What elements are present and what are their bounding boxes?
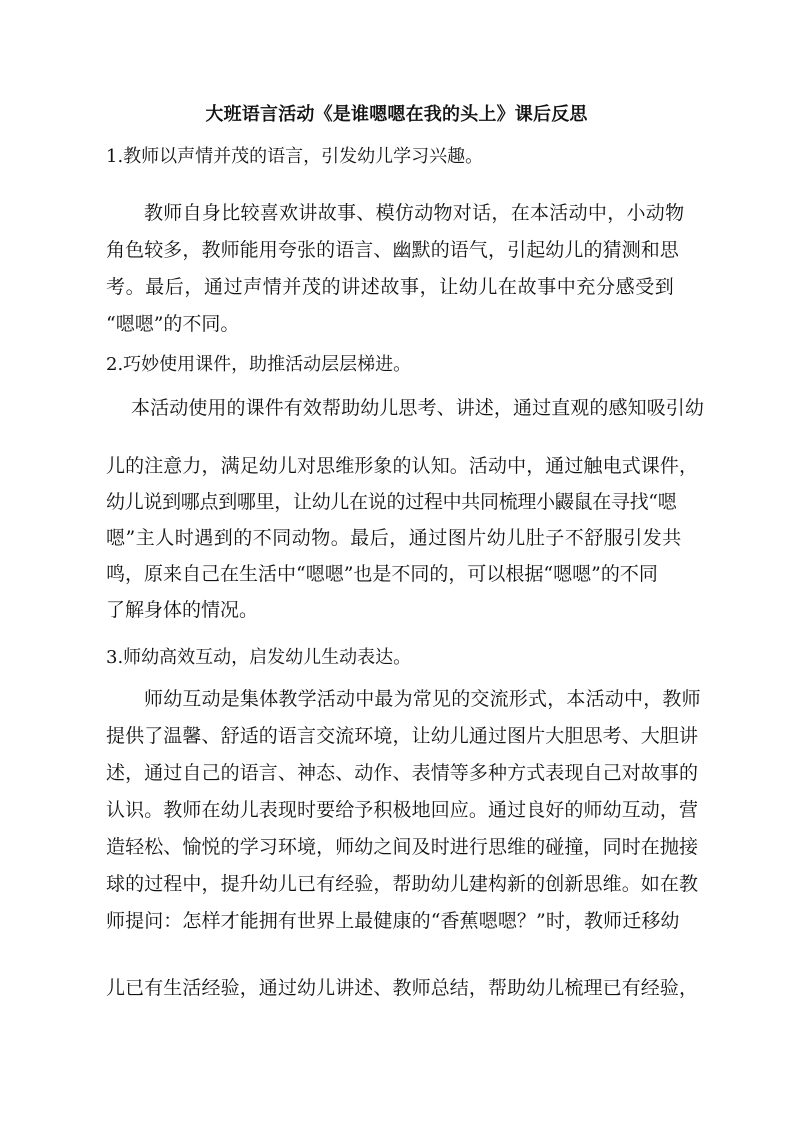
paragraph-line: 幼儿说到哪点到哪里，让幼儿在说的过程中共同梳理小鼹鼠在寻找“嗯 [106,491,677,513]
paragraph-line: 鸣，原来自己在生活中“嗯嗯”也是不同的，可以根据“嗯嗯”的不同 [106,563,658,585]
paragraph-line: 儿的注意力，满足幼儿对思维形象的认知。活动中，通过触电式课件， [106,455,699,477]
paragraph-line: 师幼互动是集体教学活动中最为常见的交流形式，本活动中，教师 [144,688,701,710]
paragraph-line: 提供了温馨、舒适的语言交流环境，让幼儿通过图片大胆思考、大胆讲 [106,725,699,747]
section-heading-1: 1.教师以声情并茂的语言，引发幼儿学习兴趣。 [106,146,484,167]
paragraph-line: 角色较多，教师能用夸张的语言、幽默的语气，引起幼儿的猜测和思 [106,239,680,261]
paragraph-line: “嗯嗯”的不同。 [106,313,240,335]
paragraph-line: 了解身体的情况。 [106,599,259,621]
section-heading-2: 2.巧妙使用课件，助推活动层层梯进。 [106,354,412,375]
paragraph-line: 本活动使用的课件有效帮助幼儿思考、讲述，通过直观的感知吸引幼 [131,397,705,419]
paragraph-line: 嗯”主人时遇到的不同动物。最后，通过图片幼儿肚子不舒服引发共 [106,527,682,549]
paragraph-line: 教师自身比较喜欢讲故事、模仿动物对话，在本活动中，小动物 [144,202,685,224]
paragraph-line: 师提问：怎样才能拥有世界上最健康的“香蕉嗯嗯？”时，教师迁移幼 [106,910,680,932]
paragraph-line: 儿已有生活经验，通过幼儿讲述、教师总结，帮助幼儿梳理已有经验， [106,977,699,999]
section-heading-3: 3.师幼高效互动，启发幼儿生动表达。 [106,647,412,668]
paragraph-line: 认识。教师在幼儿表现时要给予积极地回应。通过良好的师幼互动，营 [106,799,699,821]
paragraph-line: 述，通过自己的语言、神态、动作、表情等多种方式表现自己对故事的 [106,762,699,784]
paragraph-line: 球的过程中，提升幼儿已有经验，帮助幼儿建构新的创新思维。如在教 [106,873,699,895]
paragraph-line: 考。最后，通过声情并茂的讲述故事，让幼儿在故事中充分感受到 [106,276,675,298]
paragraph-line: 造轻松、愉悦的学习环境，师幼之间及时进行思维的碰撞，同时在抛接 [106,836,699,858]
document-title: 大班语言活动《是谁嗯嗯在我的头上》课后反思 [205,104,588,125]
